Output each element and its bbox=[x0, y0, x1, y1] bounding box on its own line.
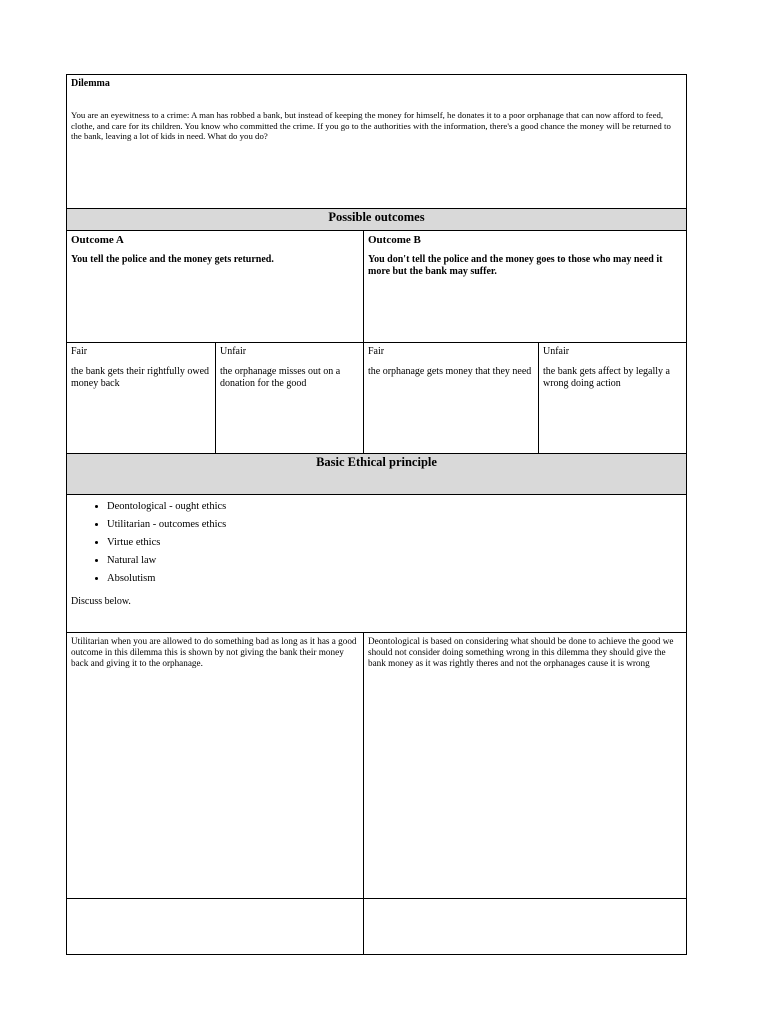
outcome-a-title: Outcome A bbox=[71, 234, 124, 246]
outcomes-header-label: Possible outcomes bbox=[328, 210, 425, 224]
discussion-left-cell bbox=[67, 633, 364, 898]
dilemma-section bbox=[67, 75, 686, 209]
fair-b-cell bbox=[364, 343, 539, 453]
unfair-b-text: the bank gets affect by legally a wrong doing action bbox=[543, 366, 670, 389]
fair-a-label: Fair bbox=[71, 346, 88, 357]
outcome-b-text: You don't tell the police and the money goes to those who may need it more but the bank may suffer. bbox=[368, 254, 663, 277]
fair-b-text: the orphanage gets money that they need bbox=[368, 366, 532, 377]
dilemma-cell bbox=[67, 75, 686, 208]
footer-left-cell bbox=[67, 899, 364, 954]
outcomes-row bbox=[67, 231, 686, 343]
principles-cell bbox=[67, 495, 686, 632]
principles-header-label: Basic Ethical principle bbox=[316, 455, 437, 469]
principle-item: • Natural law bbox=[107, 552, 682, 570]
footer-right-cell bbox=[364, 899, 686, 954]
outcomes-header bbox=[67, 209, 686, 231]
unfair-a-text: the orphanage misses out on a donation for the good bbox=[220, 366, 341, 389]
dilemma-heading: Dilemma bbox=[71, 78, 110, 89]
fair-a-cell bbox=[67, 343, 216, 453]
footer-row bbox=[67, 899, 686, 954]
discussion-right-cell bbox=[364, 633, 686, 898]
worksheet-table bbox=[66, 74, 687, 955]
fair-b-label: Fair bbox=[368, 346, 385, 357]
outcome-b-title: Outcome B bbox=[368, 234, 421, 246]
principle-item: • Virtue ethics bbox=[107, 534, 682, 552]
principle-item: • Absolutism bbox=[107, 570, 682, 588]
unfair-b-cell bbox=[539, 343, 686, 453]
principles-section bbox=[67, 495, 686, 633]
principles-header bbox=[67, 454, 686, 495]
outcome-b-cell bbox=[364, 231, 686, 342]
discussion-left-text: Utilitarian when you are allowed to do something bad as long as it has a good outcome in this dilemma this is shown by not giving the bank their money back and giving it to the orphanage. bbox=[71, 636, 357, 668]
discuss-prompt: Discuss below. bbox=[71, 596, 131, 607]
unfair-b-label: Unfair bbox=[543, 346, 570, 357]
outcome-a-cell bbox=[67, 231, 364, 342]
principle-item: • Deontological - ought ethics bbox=[107, 498, 682, 516]
principles-list bbox=[71, 498, 682, 588]
discussion-row bbox=[67, 633, 686, 899]
discussion-right-text: Deontological is based on considering what should be done to achieve the good we should not consider doing something wrong in this dilemma they should give the bank money as it was rightly theres and not the orphanages cause it is wrong bbox=[368, 636, 674, 668]
fair-a-text: the bank gets their rightfully owed money back bbox=[71, 366, 210, 389]
fairness-row bbox=[67, 343, 686, 454]
outcome-a-text: You tell the police and the money gets returned. bbox=[71, 254, 274, 265]
dilemma-text: You are an eyewitness to a crime: A man has robbed a bank, but instead of keeping the money for himself, he donates it to a poor orphanage that can now afford to feed, clothe, and care for its children. You know who committed the crime. If you go to the authorities with the information, there's a good chance the money will be returned to the bank, leaving a lot of kids in need. What do you do? bbox=[71, 110, 671, 141]
unfair-a-cell bbox=[216, 343, 364, 453]
principle-item: • Utilitarian - outcomes ethics bbox=[107, 516, 682, 534]
unfair-a-label: Unfair bbox=[220, 346, 247, 357]
